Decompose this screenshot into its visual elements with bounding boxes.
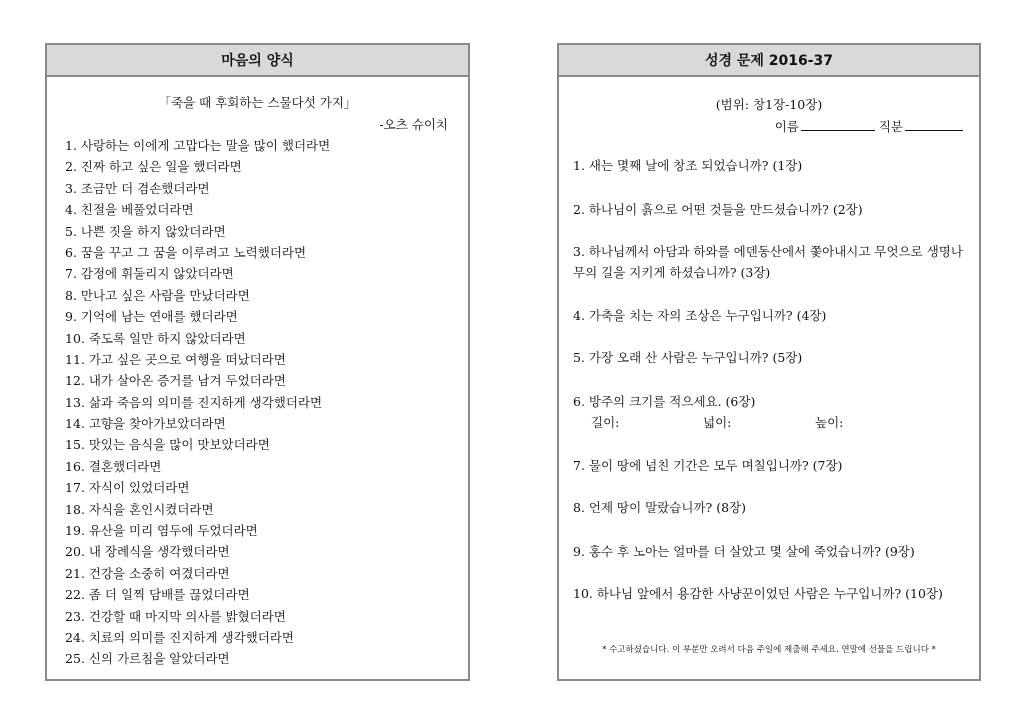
- list-item: 7. 감정에 휘둘리지 않았더라면: [65, 266, 234, 282]
- question: 2. 하나님이 흙으로 어떤 것들을 만드셨습니까? (2장): [573, 202, 863, 217]
- name-line: [775, 117, 967, 135]
- question: 3. 하나님께서 아담과 하와를 에덴동산에서 쫓아내시고 무엇으로 생명나무의 길을 지키게 하셨습니까? (3장): [573, 244, 963, 280]
- quiz-header: 성경 문제 2016-37: [559, 45, 979, 77]
- meditation-panel: [45, 43, 470, 681]
- list-item: 17. 자식이 있었더라면: [65, 480, 190, 496]
- poem-author: -오츠 슈이치: [379, 117, 448, 132]
- list-item: 23. 건강할 때 마지막 의사를 밝혔더라면: [65, 608, 286, 624]
- list-item: 20. 내 장례식을 생각했더라면: [65, 544, 230, 560]
- quiz-range: (범위: 창1장-10장): [715, 97, 823, 112]
- bible-quiz-panel: [557, 43, 981, 681]
- question: 6. 방주의 크기를 적으세요. (6장) 길이: 넓이: 높이:: [573, 391, 969, 433]
- list-item: 18. 자식을 혼인시켰더라면: [65, 501, 214, 517]
- width-label: 넓이:: [703, 415, 732, 430]
- list-item: 6. 꿈을 꾸고 그 꿈을 이루려고 노력했더라면: [65, 244, 307, 260]
- question: 8. 언제 땅이 말랐습니까? (8장): [573, 500, 746, 515]
- list-item: 11. 가고 싶은 곳으로 여행을 떠났더라면: [65, 351, 286, 367]
- list-item: 22. 좀 더 일찍 담배를 끊었더라면: [65, 587, 250, 603]
- list-item: 14. 고향을 찾아가보았더라면: [65, 416, 226, 432]
- regret-list: [65, 135, 330, 670]
- question: 10. 하나님 앞에서 용감한 사냥꾼이었던 사람은 누구입니까? (10장): [573, 586, 943, 601]
- list-item: 8. 만나고 싶은 사람을 만났더라면: [65, 287, 250, 303]
- height-label: 높이:: [815, 415, 844, 430]
- ark-dimensions: [591, 412, 969, 433]
- footnote: * 수고하셨습니다. 이 부분만 오려서 다음 주일에 제출해 주세요. 연말에 선물을 드립니다 *: [602, 645, 936, 655]
- list-item: 2. 진짜 하고 싶은 일을 했더라면: [65, 159, 242, 175]
- list-item: 15. 맛있는 음식을 많이 맛보았더라면: [65, 437, 270, 453]
- length-label: 길이:: [591, 415, 620, 430]
- list-item: 5. 나쁜 짓을 하지 않았더라면: [65, 223, 226, 239]
- list-item: 9. 기억에 남는 연애를 했더라면: [65, 309, 238, 325]
- list-item: 13. 삶과 죽음의 의미를 진지하게 생각했더라면: [65, 394, 323, 410]
- question: 4. 가축을 치는 자의 조상은 누구입니까? (4장): [573, 308, 827, 323]
- list-item: 3. 조금만 더 겸손했더라면: [65, 180, 210, 196]
- name-blank[interactable]: [801, 118, 875, 131]
- list-item: 25. 신의 가르침을 알았더라면: [65, 651, 230, 667]
- name-label: 이름: [774, 119, 799, 134]
- list-item: 24. 치료의 의미를 진지하게 생각했더라면: [65, 629, 294, 645]
- list-item: 10. 죽도록 일만 하지 않았더라면: [65, 330, 246, 346]
- title-blank[interactable]: [905, 118, 963, 131]
- list-item: 21. 건강을 소중히 여겼더라면: [65, 565, 230, 581]
- list-item: 12. 내가 살아온 증거를 남겨 두었더라면: [65, 373, 286, 389]
- list-item: 19. 유산을 미리 염두에 두었더라면: [65, 523, 258, 539]
- poem-title: 「죽을 때 후회하는 스물다섯 가지」: [158, 95, 357, 110]
- meditation-header: 마음의 양식: [47, 45, 468, 77]
- question: 5. 가장 오래 산 사람은 누구입니까? (5장): [573, 350, 803, 365]
- list-item: 16. 결혼했더라면: [65, 458, 162, 474]
- title-label: 직분: [878, 119, 903, 134]
- list-item: 4. 친절을 베풀었더라면: [65, 202, 194, 218]
- question: 9. 홍수 후 노아는 얼마를 더 살았고 몇 살에 죽었습니까? (9장): [573, 544, 915, 559]
- list-item: 1. 사랑하는 이에게 고맙다는 말을 많이 했더라면: [65, 138, 331, 153]
- question: 1. 새는 몇째 날에 창조 되었습니까? (1장): [573, 158, 803, 173]
- question: 7. 물이 땅에 넘친 기간은 모두 며칠입니까? (7장): [573, 458, 843, 473]
